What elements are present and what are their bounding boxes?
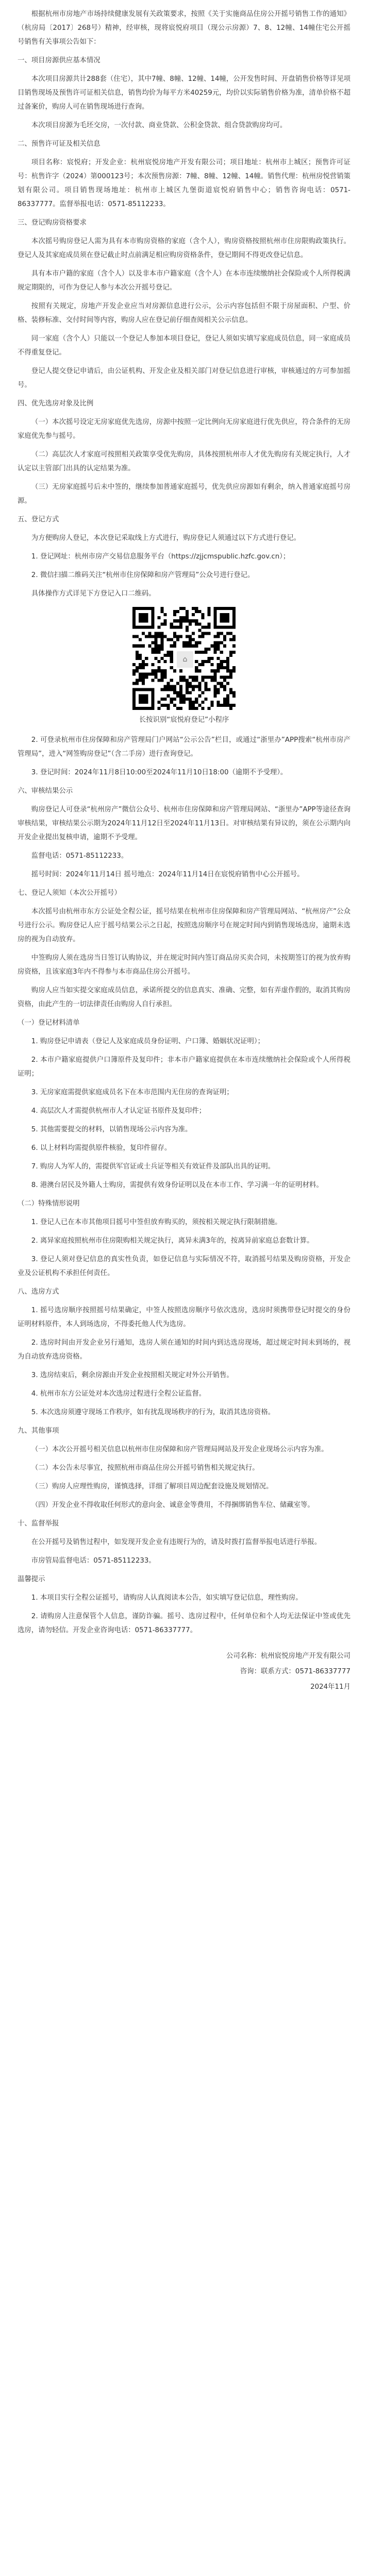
- section-11-item-3: 3. 选房结束后，剩余房源由开发企业按照相关规定对外公开销售。: [31, 1371, 233, 1379]
- section-10-item-3: 3. 登记人须对登记信息的真实性负责，如登记信息与实际情况不符，取消摇号结果及购房资格，开发企业及公证机构不承担任何责任。: [18, 1256, 350, 1277]
- section-3-paragraph-4: 同一家庭（含个人）只能以一个登记人参加本项目登记，登记人须如实填写家庭成员信息，同一家庭成员不得重复登记。: [18, 335, 350, 357]
- section-9-title: （一）登记材料清单: [18, 1019, 80, 1027]
- section-10-item-2: 2. 离异家庭按照杭州市住房限购相关规定执行，离异未满3年的，按离异前家庭总套数计算。: [31, 1237, 314, 1245]
- section-12-item-4: （四）开发企业不得收取任何形式的意向金、诚意金等费用，不得捆绑销售车位、储藏室等。: [31, 1501, 314, 1509]
- section-4-paragraph-1: （一）本次摇号设定无房家庭优先选房，房源中按照一定比例向无房家庭进行优先供应，符合条件的无房家庭优先参与摇号。: [18, 418, 350, 440]
- section-8-paragraph-2: 中签购房人须在选房当日签订认购协议，并在规定时间内签订商品房买卖合同，未按期签订的视为放弃购房资格，且该家庭3年内不得参与本市商品住房公开摇号。: [18, 954, 350, 976]
- section-9-item-5: 5. 其他需要提交的材料，以销售现场公示内容为准。: [31, 1126, 192, 1133]
- section-7-paragraph-1: 购房登记人可登录“杭州房产”微信公众号、杭州市住房保障和房产管理局网站、“浙里办”APP等途径查询审核结果，审核结果公示期为2024年11月12日至2024年11月13日。对审核结果有异议的，须在公示期内向开发企业提出复核申请，逾期不予受理。: [18, 806, 350, 841]
- section-3-paragraph-1: 本次摇号购房登记人需为具有本市购房资格的家庭（含个人），购房资格按照杭州市住房限购政策执行。登记人及其家庭成员须在登记截止时点前满足相应购房资格条件，登记期间不得更改登记信息。: [18, 238, 350, 259]
- section-9-item-8: 8. 港澳台居民及外籍人士购房，需提供有效身份证明以及在本市工作、学习满一年的证明材料。: [31, 1181, 323, 1189]
- section-11-item-4: 4. 杭州市东方公证处对本次选房过程进行全程公证监督。: [31, 1390, 206, 1398]
- section-4-paragraph-2: （二）高层次人才家庭可按照相关政策享受优先购房，具体按照杭州市人才优先购房有关规定执行，人才认定以主管部门出具的认定结果为准。: [18, 451, 350, 472]
- section-9-item-1: 1. 购房登记申请表（登记人及家庭成员身份证明、户口簿、婚姻状况证明）；: [31, 1038, 265, 1045]
- publish-date: 2024年11月: [310, 1683, 350, 1691]
- section-3-title: 三、登记购房资格要求: [18, 219, 87, 227]
- section-8-paragraph-1: 本次摇号由杭州市东方公证处全程公证，摇号结果在杭州市住房保障和房产管理局网站、“杭州房产”公众号进行公示。购房登记人应于摇号结果公示之日起，按照选房顺序号在规定时间内到销售现场选房，逾期未选房的视为自动放弃。: [18, 908, 350, 943]
- qr-code-image[interactable]: [132, 607, 236, 710]
- section-14-title: 温馨提示: [18, 1575, 45, 1583]
- section-6-paragraph-2: 3. 登记时间：2024年11月8日10:00至2024年11月10日18:00（逾期不予受理）。: [31, 769, 288, 776]
- section-12-item-2: （二）本公告未尽事宜，按照杭州市商品住房公开摇号销售相关规定执行。: [31, 1464, 259, 1472]
- section-7-paragraph-2: 监督电话：0571-85112233。: [31, 852, 128, 860]
- section-9-item-7: 7. 购房人为军人的，需提供军官证或士兵证等相关有效证件及部队出具的证明。: [31, 1163, 275, 1171]
- section-11-title: 八、选房方式: [18, 1288, 59, 1296]
- section-3-paragraph-2: 具有本市户籍的家庭（含个人）以及非本市户籍家庭（含个人）在本市连续缴纳社会保险或个人所得税满规定期限的，可作为登记人参与本次公开摇号登记。: [18, 270, 350, 292]
- section-8-paragraph-3: 购房人应当如实提交家庭成员信息，承诺所提交的信息真实、准确、完整，如有弄虚作假的，取消其购房资格，由此产生的一切法律责任由购房人自行承担。: [18, 987, 350, 1008]
- intro-paragraph: 根据杭州市房地产市场持续健康发展有关政策要求，按照《关于实施商品住房公开摇号销售工作的通知》（杭房局〔2017〕268号）精神，经审核，现将宸悦府项目（现公示房源）7、8、12幢、14幢住宅公开摇号销售有关事项公告如下：: [18, 10, 350, 46]
- section-13-paragraph-1: 在公开摇号及销售过程中，如发现开发企业有违规行为的，请及时拨打监督举报电话进行举报。: [31, 1538, 322, 1546]
- section-14-item-2: 2. 请购房人注意保管个人信息，谨防诈骗。摇号、选房过程中，任何单位和个人均无法保证中签或优先选房，请勿轻信。开发企业咨询电话：0571-86337777。: [18, 1613, 350, 1634]
- section-11-item-5: 5. 本次选房须遵守现场工作秩序，如有扰乱现场秩序的行为，取消其选房资格。: [31, 1409, 275, 1416]
- section-2-paragraph-1: 项目名称：宸悦府；开发企业：杭州宸悦房地产开发有限公司；项目地址：杭州市上城区；预售许可证号：杭售许字（2024）第000123号；本次预售房源：7幢、8幢、12幢、14幢。销售代理：杭州房悦营销策划有限公司。项目销售现场地址：杭州市上城区九堡街道宸悦府销售中心；销售咨询电话：0571-86337777。监督举报电话：0571-85112233。: [18, 159, 350, 208]
- section-7-title: 六、审核结果公示: [18, 787, 73, 795]
- signature-block: [18, 1649, 350, 1695]
- section-5-paragraph-4: 具体操作方式详见下方登记入口二维码。: [31, 590, 156, 598]
- section-9-item-3: 3. 无房家庭需提供家庭成员名下在本市范围内无住房的查询证明；: [31, 1089, 233, 1096]
- section-9-item-6: 6. 以上材料均需提供原件核验，复印件留存。: [31, 1144, 172, 1152]
- section-9-item-4: 4. 高层次人才需提供杭州市人才认定证书原件及复印件；: [31, 1107, 206, 1115]
- section-13-title: 十、监督举报: [18, 1520, 59, 1528]
- section-11-item-2: 2. 选房时间由开发企业另行通知，选房人须在通知的时间内到达选房现场，超过规定时间未到场的，视为自动放弃选房资格。: [18, 1339, 350, 1361]
- section-8-title: 七、登记人须知（本次公开摇号）: [18, 889, 121, 897]
- section-11-item-1: 1. 摇号选房顺序按照摇号结果确定，中签人按照选房顺序号依次选房，选房时须携带登记时提交的身份证明材料原件，本人到场选房，不得委托他人代为选房。: [18, 1307, 350, 1328]
- section-5-title: 五、登记方式: [18, 516, 59, 523]
- section-12-title: 九、其他事项: [18, 1427, 59, 1435]
- section-5-paragraph-1: 为方便购房人登记，本次登记采取线上方式进行，购房登记人须通过以下方式进行登记。: [31, 534, 301, 542]
- section-7-paragraph-3: 摇号时间：2024年11月14日 摇号地点：2024年11月14日在宸悦府销售中心公开摇号。: [31, 871, 304, 878]
- section-10-item-1: 1. 登记人已在本市其他项目摇号中签但放弃购买的，须按相关规定执行限制措施。: [31, 1218, 282, 1226]
- mini-program-logo-icon: ⌂: [176, 650, 194, 669]
- section-3-paragraph-3: 按照有关规定，房地产开发企业应当对房源信息进行公示，公示内容包括但不限于房屋面积、户型、价格、装修标准、交付时间等内容，购房人应在登记前仔细查阅相关公示信息。: [18, 302, 350, 324]
- section-5-paragraph-3: 2. 微信扫描二维码关注“杭州市住房保障和房产管理局”公众号进行登记。: [31, 571, 255, 579]
- section-4-title: 四、优先选房对象及比例: [18, 400, 94, 408]
- section-6-paragraph-1: 2. 可登录杭州市住房保障和房产管理局门户网站“公示公告”栏目，或通过“浙里办”APP搜索“杭州市房产管理局”，进入“网签购房登记”（含二手房）进行查询登记。: [18, 736, 350, 758]
- section-5-paragraph-2: 1. 登记网址：杭州市房产交易信息服务平台（https://zjjcmspublic.hzfc.gov.cn）；: [31, 553, 290, 561]
- section-13-paragraph-2: 市房管局监督电话：0571-85112233。: [31, 1557, 156, 1565]
- section-4-paragraph-3: （三）无房家庭摇号后未中签的，继续参加普通家庭摇号，优先供应房源如有剩余，纳入普通家庭摇号房源。: [18, 483, 350, 505]
- section-10-title: （二）特殊情形说明: [18, 1200, 80, 1208]
- section-1-paragraph-2: 本次项目房源为毛坯交房，一次付款、商业贷款、公积金贷款、组合贷款购房均可。: [31, 122, 287, 129]
- section-12-item-3: （三）购房人应理性购房，谨慎选择，详细了解项目周边配套设施及规划情况。: [31, 1483, 273, 1490]
- section-1-paragraph-1: 本次项目房源共计288套（住宅），其中7幢、8幢、12幢、14幢，公开发售时间、开盘销售价格等详见项目销售现场及预售许可证相关信息，销售均价为每平方米40259元，均价以实际销售价格为准，清单价格不超过备案价，购房人可在销售现场进行查询。: [18, 75, 350, 111]
- qr-code-block[interactable]: [18, 607, 350, 710]
- section-12-item-1: （一）本次公开摇号相关信息以杭州市住房保障和房产管理局网站及开发企业现场公示内容为准。: [31, 1446, 328, 1453]
- company-name: 公司名称：杭州宸悦房地产开发有限公司: [226, 1652, 350, 1660]
- qr-code-caption: 长按识别“宸悦府登记”小程序: [139, 716, 229, 724]
- section-14-item-1: 1. 本项目实行全程公证摇号，请购房人认真阅读本公告，如实填写登记信息，理性购房。: [31, 1594, 303, 1602]
- contact-info: 咨询：联系方式：0571-86337777: [240, 1668, 350, 1675]
- section-1-title: 一、项目房源供应基本情况: [18, 57, 101, 64]
- section-3-paragraph-5: 登记人提交登记申请后，由公证机构、开发企业及相关部门对登记信息进行审核，审核通过的方可参加摇号。: [18, 367, 350, 389]
- section-2-title: 二、预售许可证及相关信息: [18, 140, 101, 148]
- section-9-item-2: 2. 本市户籍家庭提供户口簿原件及复印件；非本市户籍家庭提供在本市连续缴纳社会保险或个人所得税证明；: [18, 1056, 350, 1078]
